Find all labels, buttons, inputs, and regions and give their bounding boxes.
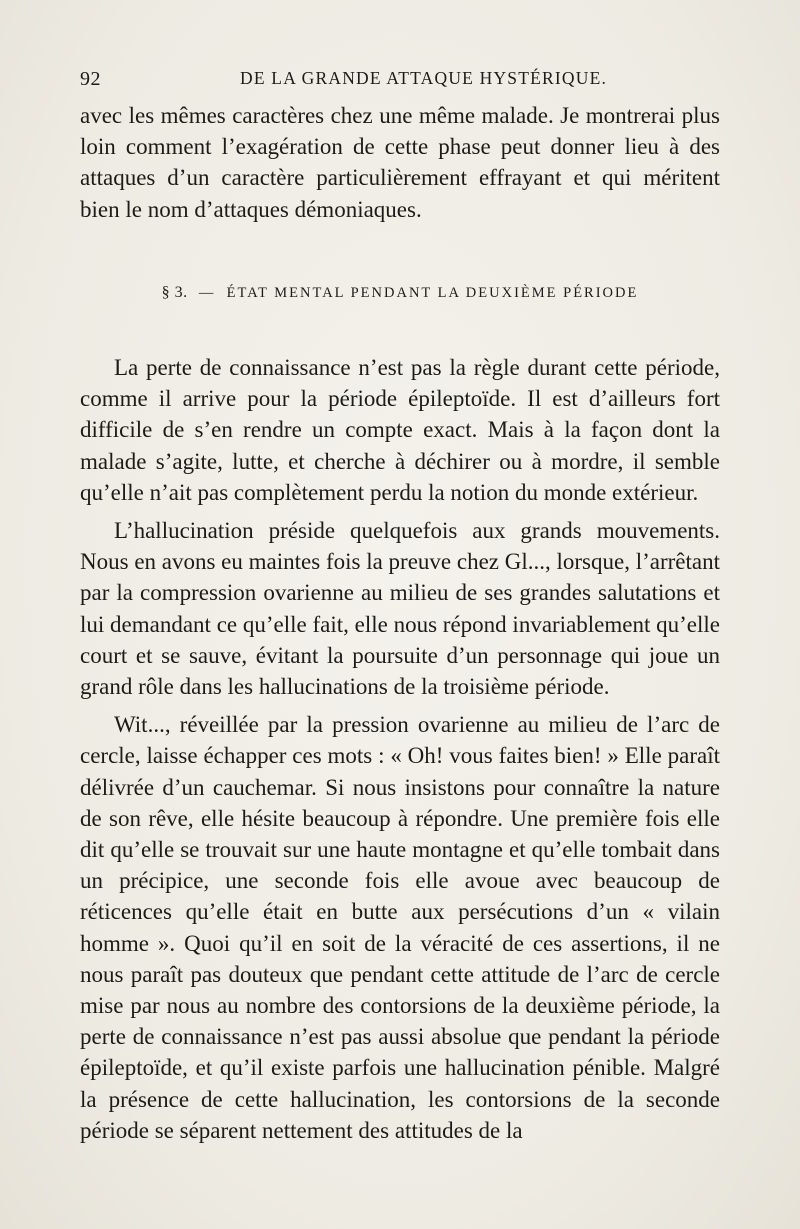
paragraph: Wit..., réveillée par la pression ovarienne au milieu de l’arc de cercle, laisse échapper ces mots : « Oh! vous faites bien! » Elle paraît délivrée d’un cauchemar. Si nous insistons pour connaître la nature de son rêve, elle hésite beaucoup à répondre. Une première fois elle dit qu’elle se trouvait sur une haute montagne et qu’elle tombait dans un précipice, une seconde fois elle avoue avec beaucoup de réticences qu’elle était en butte aux persécutions d’un « vilain homme ». Quoi qu’il en soit de la véracité de ces assertions, il ne nous paraît pas douteux que pendant cette attitude de l’arc de cercle mise par nous au nombre des contorsions de la deuxième période, la perte de connaissance n’est pas aussi absolue que pendant la période épileptoïde, et qu’il existe parfois une hallucination pénible. Malgré la présence de cette hallucination, les contorsions de la seconde période se séparent nettement des attitudes de la xyxy=(80,712,720,1143)
section-heading xyxy=(80,284,720,302)
paragraph: L’hallucination préside quelquefois aux grands mouvements. Nous en avons eu maintes fois la preuve chez Gl..., lorsque, l’arrêtant par la compression ovarienne au milieu de ses grandes salutations et lui demandant ce qu’elle fait, elle nous répond invariablement qu’elle court et se sauve, évitant la poursuite d’un personnage qui joue un grand rôle dans les hallucinations de la troisième période. xyxy=(80,518,720,700)
continuation-paragraph: avec les mêmes caractères chez une même malade. Je montrerai plus loin comment l’exagération de cette phase peut donner lieu à des attaques d’un caractère particulièrement effrayant et qui méritent bien le nom d’attaques démoniaques. xyxy=(80,103,720,222)
running-title: DE LA GRANDE ATTAQUE HYSTÉRIQUE. xyxy=(240,68,608,88)
page-number: 92 xyxy=(80,68,101,90)
section-dash: — xyxy=(198,285,216,301)
section-title: ÉTAT MENTAL PENDANT LA DEUXIÈME PÉRIODE xyxy=(226,285,639,301)
section-number: § 3. xyxy=(161,284,188,301)
continuation-text xyxy=(80,100,720,225)
page-header xyxy=(80,64,720,94)
section-body xyxy=(80,352,720,1146)
paragraph: La perte de connaissance n’est pas la règle durant cette période, comme il arrive pour la période épileptoïde. Il est d’ailleurs fort difficile de s’en rendre un compte exact. Mais à la façon dont la malade s’agite, lutte, et cherche à déchirer ou à mordre, il semble qu’elle n’ait pas complètement perdu la notion du monde extérieur. xyxy=(80,355,720,505)
